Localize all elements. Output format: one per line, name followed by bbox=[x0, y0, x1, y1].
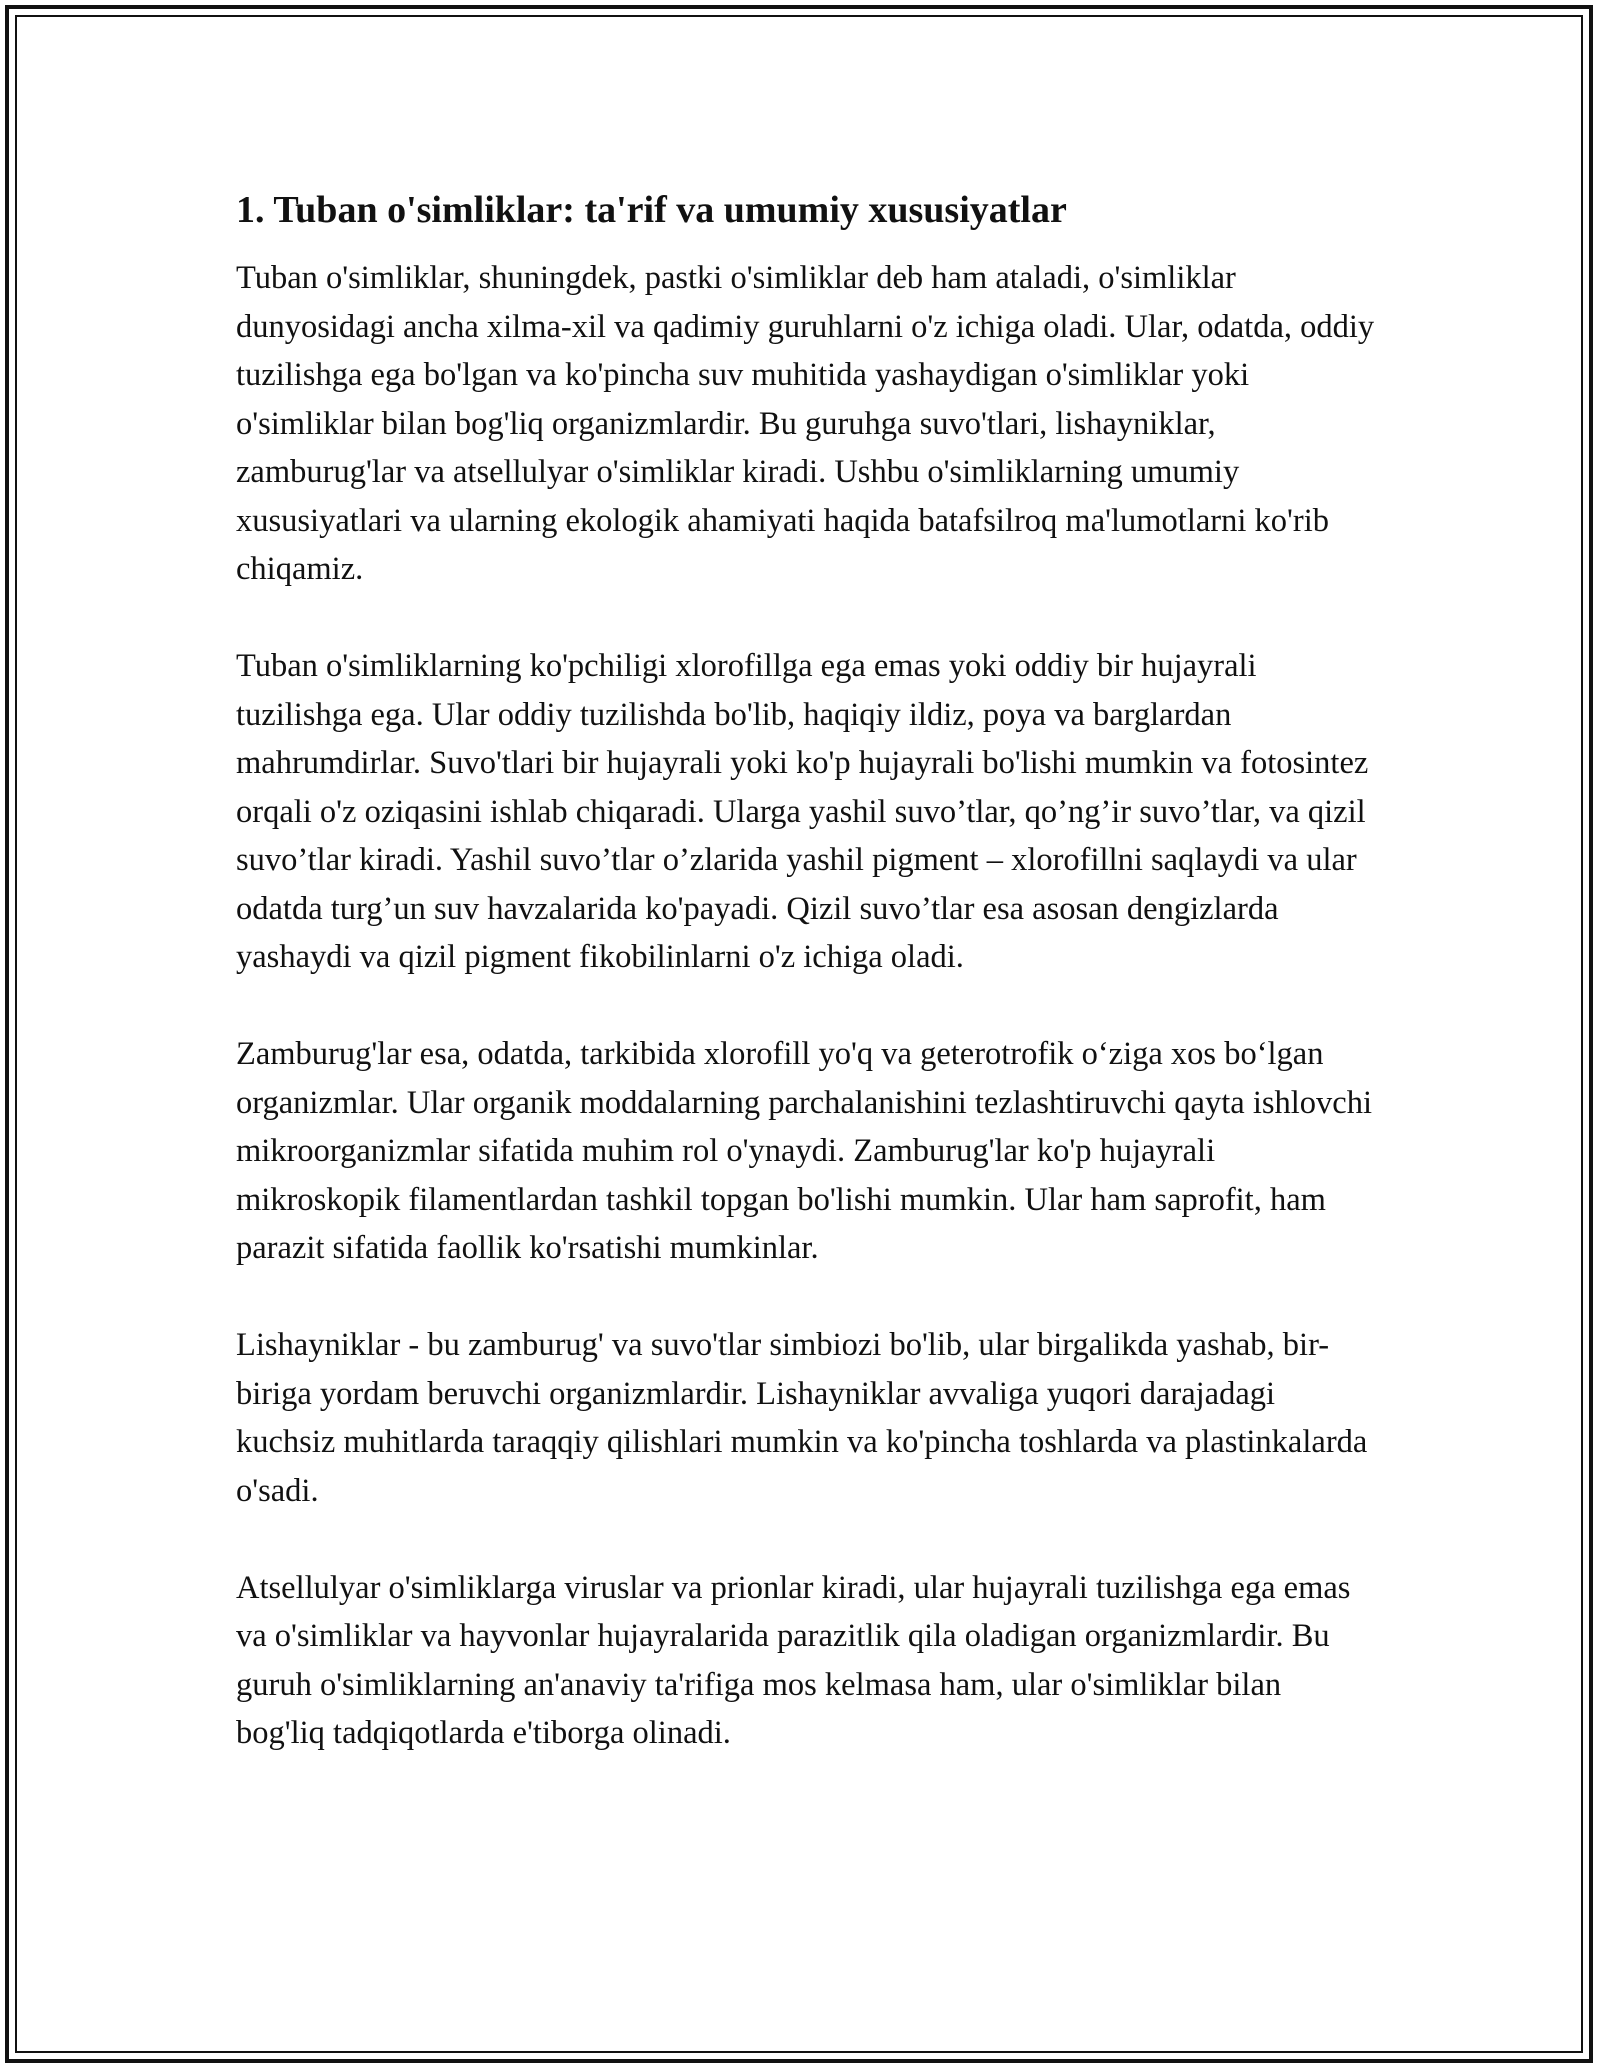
paragraph-lichens: Lishayniklar - bu zamburug' va suvo'tlar simbiozi bo'lib, ular birgalikda yashab, bir-biriga yordam beruvchi organizmlardir. Lishayniklar avvaliga yuqori darajadagi kuchsiz muhitlarda taraqqiy qilishlari mumkin va ko'pincha toshlarda va plastinkalarda o'sadi. bbox=[236, 1327, 1368, 1509]
paragraph-acellular: Atsellulyar o'simliklarga viruslar va prionlar kiradi, ular hujayrali tuzilishga ega emas va o'simliklar va hayvonlar hujayralarida parazitlik qila oladigan organizmlardir. Bu guruh o'simliklarning an'anaviy ta'rifiga mos kelmasa ham, ular o'simliklar bilan bog'liq tadqiqotlarda e'tiborga olinadi. bbox=[236, 1569, 1351, 1751]
paragraph-intro: Tuban o'simliklar, shuningdek, pastki o'simliklar deb ham ataladi, o'simliklar dunyosidagi ancha xilma-xil va qadimiy guruhlarni o'z ichiga oladi. Ular, odatda, oddiy tuzilishga ega bo'lgan va ko'pincha suv muhitida yashaydigan o'simliklar yoki o'simliklar bilan bog'liq organizmlardir. Bu guruhga suvo'tlari, lishayniklar, zamburug'lar va atsellulyar o'simliklar kiradi. Ushbu o'simliklarning umumiy xususiyatlari va ularning ekologik ahamiyati haqida batafsilroq ma'lumotlarni ko'rib chiqamiz. bbox=[236, 260, 1375, 587]
paragraph-algae: Tuban o'simliklarning ko'pchiligi xlorofillga ega emas yoki oddiy bir hujayrali tuzilishga ega. Ular oddiy tuzilishda bo'lib, haqiqiy ildiz, poya va barglardan mahrumdirlar. Suvo'tlari bir hujayrali yoki ko'p hujayrali bo'lishi mumkin va fotosintez orqali o'z oziqasini ishlab chiqaradi. Ularga yashil suvo’tlar, qo’ng’ir suvo’tlar, va qizil suvo’tlar kiradi. Yashil suvo’tlar o’zlarida yashil pigment – xlorofillni saqlaydi va ular odatda turg’un suv havzalarida ko'payadi. Qizil suvo’tlar esa asosan dengizlarda yashaydi va qizil pigment fikobilinlarni o'z ichiga oladi. bbox=[236, 648, 1369, 975]
paragraph-fungi: Zamburug'lar esa, odatda, tarkibida xlorofill yo'q va geterotrofik o‘ziga xos bo‘lgan organizmlar. Ular organik moddalarning parchalanishini tezlashtiruvchi qayta ishlovchi mikroorganizmlar sifatida muhim rol o'ynaydi. Zamburug'lar ko'p hujayrali mikroskopik filamentlardan tashkil topgan bo'lishi mumkin. Ular ham saprofit, ham parazit sifatida faollik ko'rsatishi mumkinlar. bbox=[236, 1036, 1372, 1266]
document-body bbox=[236, 186, 1376, 1806]
section-heading: 1. Tuban o'simliklar: ta'rif va umumiy xususiyatlar bbox=[236, 189, 1067, 231]
